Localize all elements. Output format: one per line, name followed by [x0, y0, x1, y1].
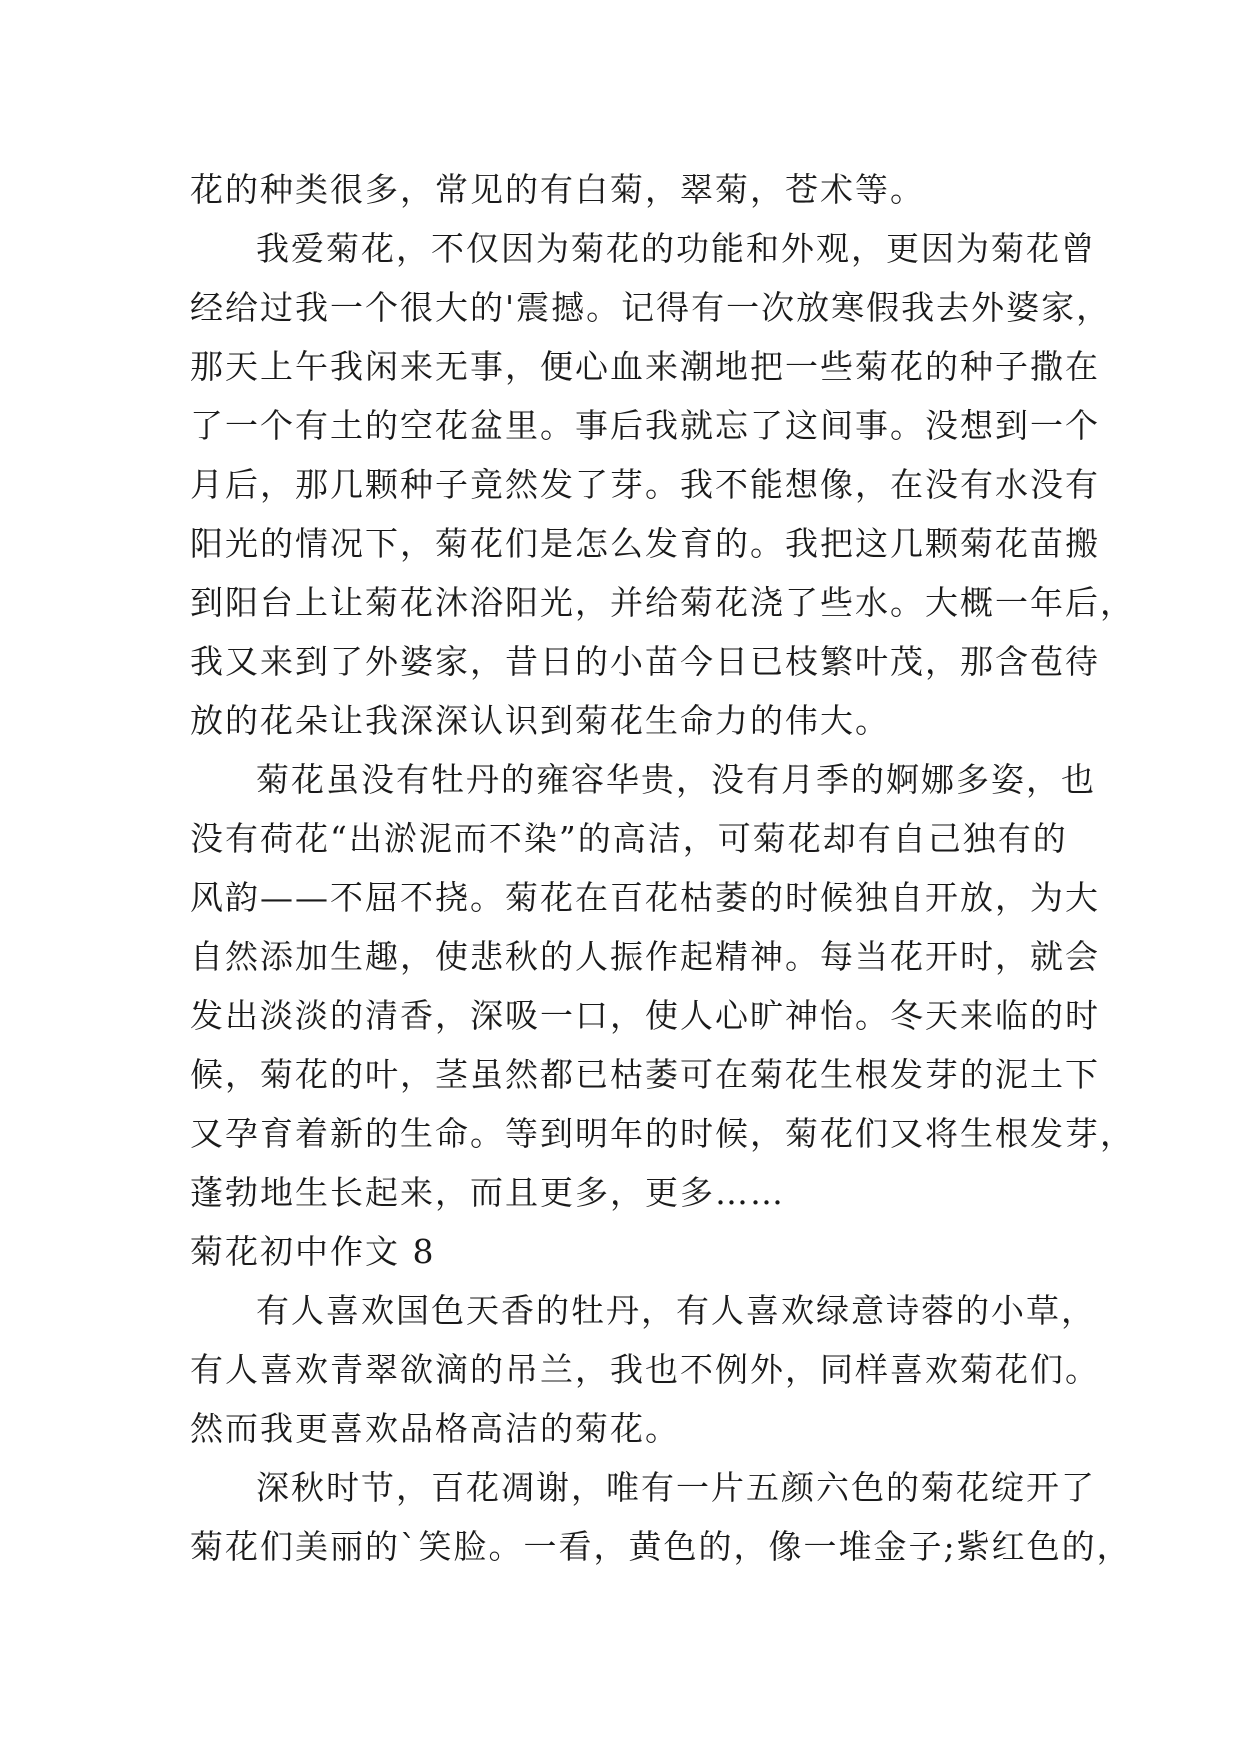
paragraph-line: 有人喜欢青翠欲滴的吊兰，我也不例外，同样喜欢菊花们。 — [190, 1350, 1100, 1389]
article-body — [190, 160, 1135, 1576]
paragraph-line: 深秋时节，百花凋谢，唯有一片五颜六色的菊花绽开了 — [256, 1468, 1096, 1507]
paragraph-line: 那天上午我闲来无事，便心血来潮地把一些菊花的种子撒在 — [190, 347, 1100, 386]
paragraph-line: 有人喜欢国色天香的牡丹，有人喜欢绿意诗蓉的小草， — [256, 1291, 1096, 1330]
paragraph-line: 又孕育着新的生命。等到明年的时候，菊花们又将生根发芽， — [190, 1114, 1135, 1153]
paragraph-line: 阳光的情况下，菊花们是怎么发育的。我把这几颗菊花苗搬 — [190, 524, 1100, 563]
paragraph-line: 到阳台上让菊花沐浴阳光，并给菊花浇了些水。大概一年后， — [190, 583, 1135, 622]
paragraph-line: 我爱菊花，不仅因为菊花的功能和外观，更因为菊花曾 — [256, 229, 1096, 268]
paragraph-line: 经给过我一个很大的'震撼。记得有一次放寒假我去外婆家， — [190, 288, 1112, 327]
paragraph-line: 风韵——不屈不挠。菊花在百花枯萎的时候独自开放，为大 — [190, 878, 1100, 917]
paragraph-line: 蓬勃地生长起来，而且更多，更多…… — [190, 1173, 785, 1212]
paragraph-line: 没有荷花“出淤泥而不染”的高洁，可菊花却有自己独有的 — [190, 819, 1068, 858]
paragraph-line: 花的种类很多，常见的有白菊，翠菊，苍术等。 — [190, 170, 925, 209]
paragraph-line: 放的花朵让我深深认识到菊花生命力的伟大。 — [190, 701, 890, 740]
paragraph-line: 自然添加生趣，使悲秋的人振作起精神。每当花开时，就会 — [190, 937, 1100, 976]
paragraph-line: 候，菊花的叶，茎虽然都已枯萎可在菊花生根发芽的泥土下 — [190, 1055, 1100, 1094]
paragraph-line: 了一个有土的空花盆里。事后我就忘了这间事。没想到一个 — [190, 406, 1100, 445]
paragraph-line: 我又来到了外婆家，昔日的小苗今日已枝繁叶茂，那含苞待 — [190, 642, 1100, 681]
paragraph-line: 发出淡淡的清香，深吸一口，使人心旷神怡。冬天来临的时 — [190, 996, 1100, 1035]
paragraph-line: 然而我更喜欢品格高洁的菊花。 — [190, 1409, 680, 1448]
paragraph-line: 月后，那几颗种子竟然发了芽。我不能想像，在没有水没有 — [190, 465, 1100, 504]
paragraph-line: 菊花虽没有牡丹的雍容华贵，没有月季的婀娜多姿，也 — [256, 760, 1096, 799]
section-heading: 菊花初中作文 8 — [190, 1232, 436, 1271]
paragraph-line: 菊花们美丽的`笑脸。一看，黄色的，像一堆金子;紫红色的， — [190, 1527, 1132, 1566]
